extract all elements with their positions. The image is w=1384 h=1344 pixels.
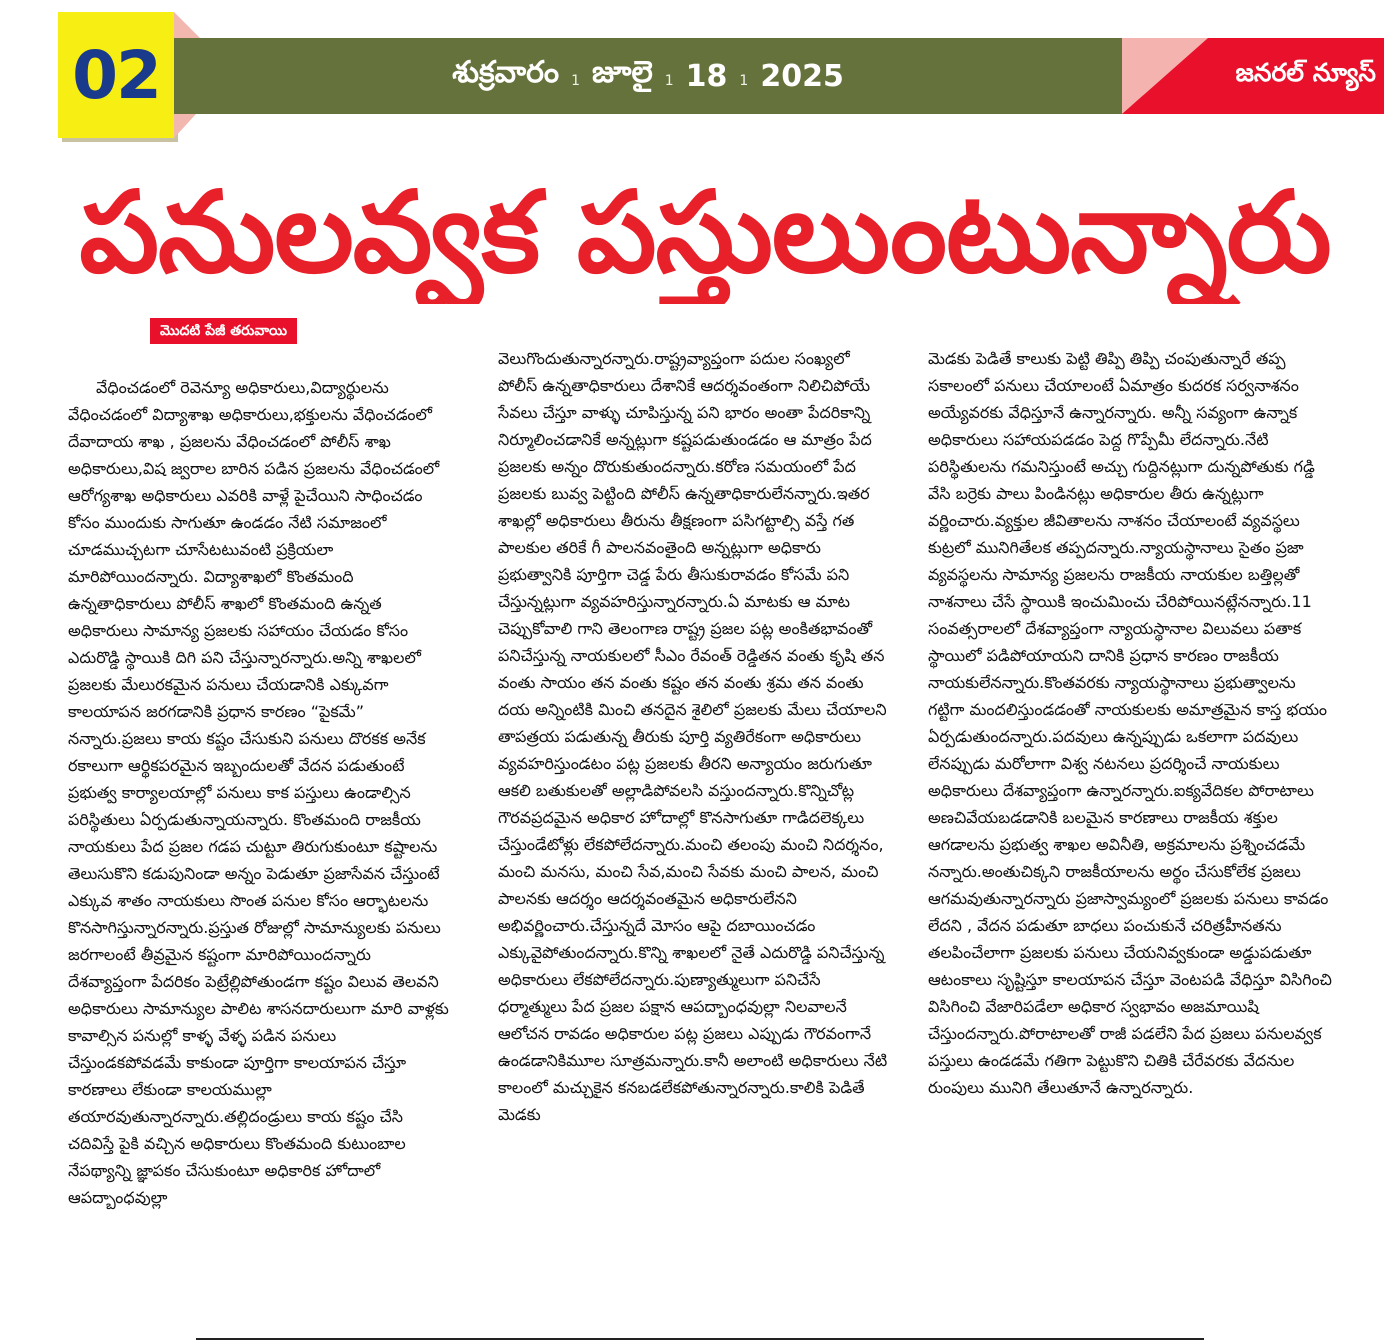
article-column-1 [68,374,452,1211]
date-separator: 1 [571,73,581,89]
article-column-2 [498,345,892,1128]
band-fold-decoration [174,114,196,138]
article-column-3 [928,345,1336,1101]
section-tab-corner-decoration [1122,38,1208,114]
bottom-divider [196,1338,1204,1340]
date-day: శుక్రవారం [452,55,560,90]
date-month: జూలై [592,55,653,90]
date-date: 18 [685,58,728,94]
section-label: జనరల్ న్యూస్ [1235,58,1376,87]
headline: పనులవ్వక పస్తులుంటున్నారు [79,168,1331,298]
continued-from-front-page-tag: మొదటి పేజీ తరువాయి [150,318,297,344]
badge-fold-decoration [174,12,202,40]
date-separator: 1 [664,73,674,89]
date-band [174,38,1122,114]
date-separator: 1 [739,73,749,89]
article-text: వెలుగొందుతున్నారన్నారు.రాష్ట్రవ్యాప్తంగా పదుల సంఖ్యలో పోలీస్ ఉన్నతాధికారులు దేశానికే ఆదర్శవంతంగా నిలిచిపోయే సేవలు చేస్తూ వాళ్ళు చూపిస్తున్న పని భారం అంతా పేదరికాన్ని నిర్మూలించడానికే అన్నట్లుగా కష్టపడుతుండడం ఆ మాత్రం పేద ప్రజలకు అన్నం దొరుకుతుందన్నారు.కరోణ సమయంలో పేద ప్రజలకు బువ్వ పెట్టింది పోలీస్ ఉన్నతాధికారులేనన్నారు.ఇతర శాఖల్లో అధికారులు తీరును తీక్షణంగా పసిగట్టాల్సి వస్తే గత పాలకుల తరికే గీ పాలనవంతైంది అన్నట్లుగా అధికారు ప్రభుత్వానికి పూర్తిగా చెడ్డ పేరు తీసుకురావడం కోసమే పని చేస్తున్నట్లుగా వ్యవహరిస్తున్నారన్నారు.ఏ మాటకు ఆ మాట చెప్పుకోవాలి గాని తెలంగాణ రాష్ట్ర ప్రజల పట్ల అంకితభావంతో పనిచేస్తున్న నాయకులలో సీఎం రేవంత్ రెడ్డితన వంతు కృషి తన వంతు సాయం తన వంతు కష్టం తన వంతు శ్రమ తన వంతు దయ అన్నింటికి మించి తనదైన శైలిలో ప్రజలకు మేలు చేయాలని తాపత్రయ పడుతున్న తీరుకు పూర్తి వ్యతిరేకంగా అధికారులు వ్యవహరిస్తుండటం పట్ల ప్రజలకు తీరని అన్యాయం జరుగుతూ ఆకలి బతుకులతో అల్లాడిపోవలసి వస్తుందన్నారు.కొన్నిచోట్ల గౌరవప్రదమైన అధికార హోదాల్లో కొనసాగుతూ గాడిదలెక్కలు చేస్తుండేటోళ్లు లేకపోలేదన్నారు.మంచి తలంపు మంచి నిదర్శనం, మంచి మనసు, మంచి సేవ,మంచి సేవకు మంచి పాలన, మంచి పాలనకు ఆదర్శం ఆదర్శవంతమైన అధికారులేనని అభివర్ణించారు.చేస్తున్నదే మోసం ఆపై దబాయించడం ఎక్కువైపోతుందన్నారు.కొన్ని శాఖలలో నైతే ఎదురొడ్డి పనిచేస్తున్న అధికారులు లేకపోలేదన్నారు.పుణ్యాత్ములుగా పనిచేసే ధర్మాత్ములు పేద ప్రజల పక్షాన ఆపద్బాంధవుల్లా నిలవాలనే ఆలోచన రావడం అధికారుల పట్ల ప్రజలు ఎప్పుడు గౌరవంగానే ఉండడానికిమూల సూత్రమన్నారు.కానీ అలాంటి అధికారులు నేటి కాలంలో మచ్చుకైన కనబడలేకపోతున్నారన్నారు.కాలికి పెడితే మెడకు [498,349,888,1124]
page-number-badge [58,12,174,138]
page-number: 02 [72,36,160,114]
article-text: వేధించడంలో రెవెన్యూ అధికారులు,విద్యార్థులను వేధించడంలో విద్యాశాఖ అధికారులు,భక్తులను వేధించడంలో దేవాదాయ శాఖ , ప్రజలను వేధించడంలో పోలీస్ శాఖ అధికారులు,విష జ్వరాల బారిన పడిన ప్రజలను వేధించడంలో ఆరోగ్యశాఖ అధికారులు ఎవరికి వాళ్లే పైచేయిని సాధించడం కోసం ముందుకు సాగుతూ ఉండడం నేటి సమాజంలో చూడముచ్చటగా చూసేటటువంటి ప్రక్రియలా మారిపోయిందన్నారు. విద్యాశాఖలో కొంతమంది ఉన్నతాధికారులు పోలీస్ శాఖలో కొంతమంది ఉన్నత అధికారులు సామాన్య ప్రజలకు సహాయం చేయడం కోసం ఎదురొడ్డి స్థాయికి దిగి పని చేస్తున్నారన్నారు.అన్ని శాఖలలో ప్రజలకు మేలురకమైన పనులు చేయడానికి ఎక్కువగా కాలయాపన జరగడానికి ప్రధాన కారణం “పైకమే” నన్నారు.ప్రజలు కాయ కష్టం చేసుకుని పనులు దొరకక అనేక రకాలుగా ఆర్థికపరమైన ఇబ్బందులతో వేదన పడుతుంటే ప్రభుత్వ కార్యాలయాల్లో పనులు కాక పస్తులు ఉండాల్సిన పరిస్థితులు ఏర్పడుతున్నాయన్నారు. కొంతమంది రాజకీయ నాయకులు పేద ప్రజల గడప చుట్టూ తిరుగుకుంటూ కష్టాలను తెలుసుకొని కడుపునిండా అన్నం పెడుతూ ప్రజాసేవన చేస్తుంటే ఎక్కువ శాతం నాయకులు సొంత పనుల కోసం ఆర్భాటలను కొనసాగిస్తున్నారన్నారు.ప్రస్తుత రోజుల్లో సామాన్యులకు పనులు జరగాలంటే తీవ్రమైన కష్టంగా మారిపోయిందన్నారు దేశవ్యాప్తంగా పేదరికం పెట్రేల్లిపోతుండగా కష్టం విలువ తెలవని అధికారులు సామాన్యుల పాలిట శాసనదారులుగా మారి వాళ్లకు కావాల్సిన పనుల్లో కాళ్ళ వేళ్ళ పడిన పనులు చేస్తుండకపోవడమే కాకుండా పూర్తిగా కాలయాపన చేస్తూ కారణాలు లేకుండా కాలయముల్లా తయారవుతున్నారన్నారు.తల్లిదండ్రులు కాయ కష్టం చేసి చదివిస్తే పైకి వచ్చిన అధికారులు కొంతమంది కుటుంబాల నేపథ్యాన్ని జ్ఞాపకం చేసుకుంటూ అధికారిక హోదాలో ఆపద్బాంధవుల్లా [68,378,449,1207]
article-text: మెడకు పెడితే కాలుకు పెట్టి తిప్పి తిప్పి చంపుతున్నారే తప్ప సకాలంలో పనులు చేయాలంటే ఏమాత్రం కుదరక సర్వనాశనం అయ్యేవరకు వేధిస్తూనే ఉన్నారన్నారు. అన్నీ సవ్యంగా ఉన్నాక అధికారులు సహాయపడడం పెద్ద గొప్పేమీ లేదన్నారు.నేటి పరిస్థితులను గమనిస్తుంటే అచ్చు గుద్దినట్లుగా దున్నపోతుకు గడ్డి వేసి బర్రెకు పాలు పిండినట్లు అధికారుల తీరు ఉన్నట్లుగా వర్ణించారు.వ్యక్తుల జీవితాలను నాశనం చేయాలంటే వ్యవస్థలు కుట్రలో మునిగితేలక తప్పదన్నారు.న్యాయస్థానాలు సైతం ప్రజా వ్యవస్థలను సామాన్య ప్రజలను రాజకీయ నాయకుల బత్తిల్లతో నాశనాలు చేసే స్థాయికి ఇంచుమించు చేరిపోయినట్లేనన్నారు.11 సంవత్సరాలలో దేశవ్యాప్తంగా న్యాయస్థానాల విలువలు పతాక స్థాయిలో పడిపోయాయని దానికి ప్రధాన కారణం రాజకీయ నాయకులేనన్నారు.కొంతవరకు న్యాయస్థానాలు ప్రభుత్వాలను గట్టిగా మందలిస్తుండడంతో నాయకులకు అమాత్రమైన కాస్త భయం ఏర్పడుతుందన్నారు.పదవులు ఉన్నప్పుడు ఒకలాగా పదవులు లేనప్పుడు మరోలాగా విశ్వ నటనలు ప్రదర్శించే నాయకులు అధికారులు దేశవ్యాప్తంగా ఉన్నారన్నారు.ఐక్యవేదికల పోరాటాలు అణచివేయబడడానికి బలమైన కారణాలు రాజకీయ శక్తుల ఆగడాలను ప్రభుత్వ శాఖల అవినీతి, అక్రమాలను ప్రశ్నించడమే నన్నారు.అంతుచిక్కని రాజకీయాలను అర్థం చేసుకోలేక ప్రజలు ఆగమవుతున్నారన్నారు ప్రజాస్వామ్యంలో ప్రజలకు పనులు కావడం లేదని , వేదన పడుతూ బాధలు పంచుకునే చరిత్రహీనతను తలపించేలాగా ప్రజలకు పనులు చేయనివ్వకుండా అడ్డుపడుతూ ఆటంకాలు సృష్టిస్తూ కాలయాపన చేస్తూ వెంటపడి వేధిస్తూ విసిగించి విసిగించి వేజారిపడేలా అధికార స్వభావం అజమాయిషి చేస్తుందన్నారు.పోరాటాలతో రాజీ పడలేని పేద ప్రజలు పనులవ్వక పస్తులు ఉండడమే గతిగా పెట్టుకొని చితికి చేరేవరకు వేదనుల రుంపులు మునిగి తేలుతూనే ఉన్నారన్నారు. [928,349,1332,1097]
date-year: 2025 [760,58,844,94]
